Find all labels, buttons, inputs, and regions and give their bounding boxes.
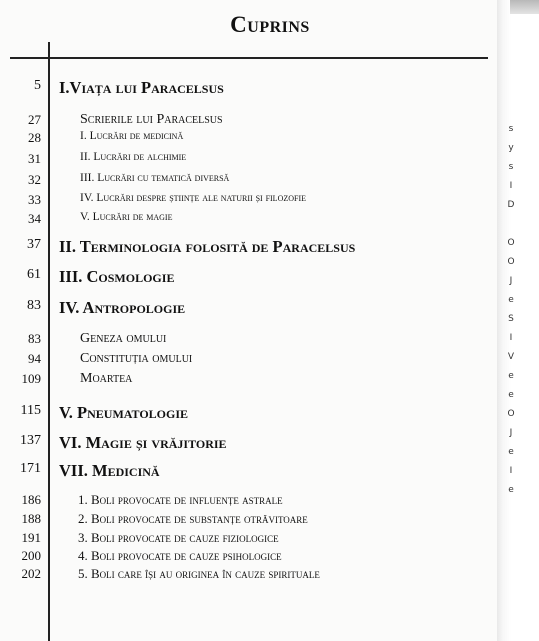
corner-shadow xyxy=(510,0,539,14)
toc-page-number: 33 xyxy=(28,192,41,207)
toc-page-number: 61 xyxy=(27,267,41,282)
toc-page-number: 171 xyxy=(20,461,41,476)
toc-page-number: 202 xyxy=(21,566,41,581)
toc-entry-label: 1. Boli provocate de influențe astrale xyxy=(78,492,283,507)
toc-page-number: 94 xyxy=(28,351,41,366)
toc-entry-label: 3. Boli provocate de cauze fiziologice xyxy=(78,530,279,545)
toc-page-number: 137 xyxy=(20,433,41,448)
toc-page-number: 34 xyxy=(28,211,41,226)
toc-page-number: 27 xyxy=(28,112,41,127)
toc-page-number: 37 xyxy=(27,237,41,252)
toc-entry-label: I.Viața lui Paracelsus xyxy=(59,78,224,97)
toc-page-number: 31 xyxy=(28,151,41,166)
toc-page-number: 83 xyxy=(28,331,41,346)
toc-entry-label: V. Lucrări de magie xyxy=(80,211,173,223)
toc-entry-label: IV. Lucrări despre științe ale naturii și filozofie xyxy=(80,192,307,204)
toc-entry-label: Scrierile lui Paracelsus xyxy=(80,112,223,127)
toc-entry-label: II. Lucrări de alchimie xyxy=(80,151,187,163)
toc-page-number: 28 xyxy=(28,130,41,145)
adjacent-page-margin-text: s y s I D O O J e S I V e e O J e I e xyxy=(507,124,515,495)
toc-page-number: 191 xyxy=(21,530,41,545)
page-title: Cuprins xyxy=(230,12,310,37)
toc-page-number: 188 xyxy=(21,511,41,526)
toc-entry-label: VII. Medicină xyxy=(59,461,160,480)
toc-entry-label: I. Lucrări de medicină xyxy=(80,130,184,142)
toc-page-number: 115 xyxy=(20,403,41,418)
toc-page-number: 200 xyxy=(21,548,41,563)
toc-page-number: 186 xyxy=(21,492,41,507)
toc-entry-label: Constituția omului xyxy=(80,351,193,366)
toc-entry-label: VI. Magie și vrăjitorie xyxy=(59,433,227,452)
page-number-column-rule xyxy=(48,42,50,641)
toc-page-number: 83 xyxy=(27,298,41,313)
toc-page-number: 32 xyxy=(28,172,41,187)
toc-entry-label: Geneza omului xyxy=(80,331,167,346)
toc-entry-label: II. Terminologia folosită de Paracelsus xyxy=(59,237,356,256)
title-rule xyxy=(10,57,488,59)
adjacent-page-edge xyxy=(497,0,539,641)
toc-entry-label: IV. Antropologie xyxy=(59,298,186,317)
toc-entry-label: 5. Boli care își au originea în cauze spirituale xyxy=(78,566,320,581)
toc-entry-label: 4. Boli provocate de cauze psihologice xyxy=(78,548,282,563)
toc-page-number: 109 xyxy=(21,371,41,386)
toc-entry-label: 2. Boli provocate de substanțe otrăvitoare xyxy=(78,511,308,526)
toc-entry-label: V. Pneumatologie xyxy=(59,403,189,422)
toc-entry-label: III. Lucrări cu tematică diversă xyxy=(80,172,230,184)
toc-entry-label: Moartea xyxy=(80,371,133,386)
toc-page-number: 5 xyxy=(34,78,41,93)
toc-entry-label: III. Cosmologie xyxy=(59,267,175,286)
